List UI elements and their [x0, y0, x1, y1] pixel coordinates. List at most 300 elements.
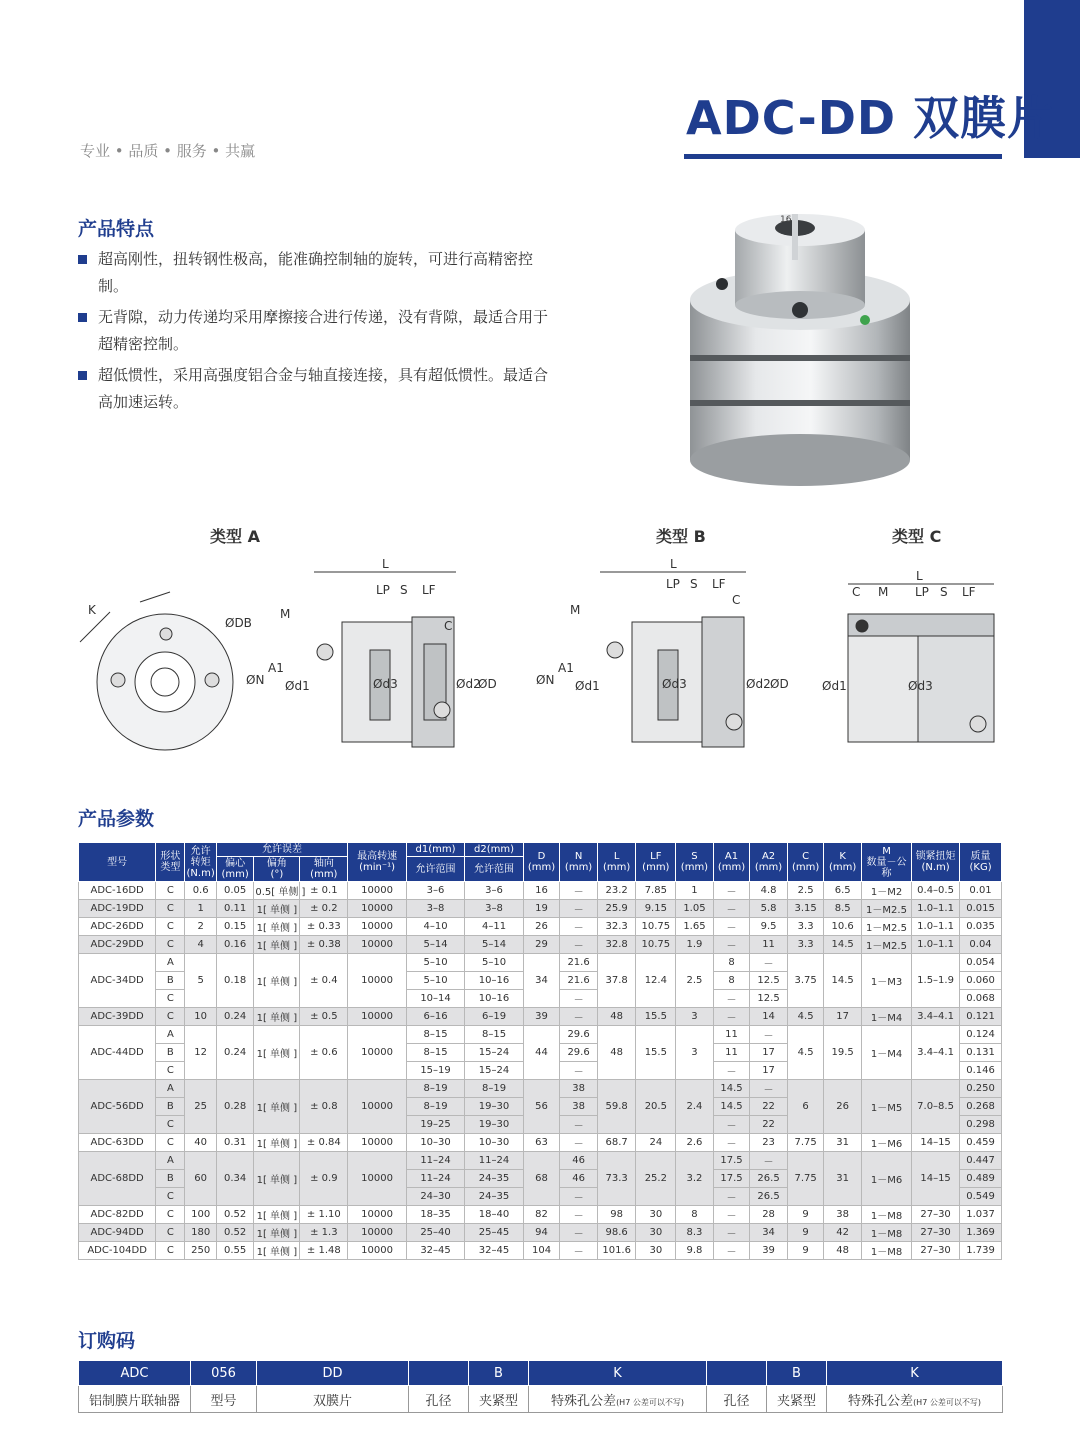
th-d2-range: 允许范围	[465, 857, 523, 882]
cell-model: ADC-104DD	[79, 1242, 156, 1260]
dim-lp-a: LP	[376, 583, 390, 597]
th-A1-1: A1	[724, 851, 739, 862]
cell-d2: 15–24	[465, 1044, 523, 1062]
coupling-photo	[680, 200, 920, 490]
cell-mass: 1.037	[960, 1206, 1002, 1224]
cell-mass: 0.489	[960, 1170, 1002, 1188]
cell-S: 3.2	[676, 1152, 714, 1206]
cell-angle: 1[ 单侧 ]	[254, 1152, 300, 1206]
cell-type: C	[156, 1224, 185, 1242]
cell-d1: 8–19	[406, 1098, 464, 1116]
cell-mass: 0.268	[960, 1098, 1002, 1116]
cell-ecc: 0.52	[216, 1206, 254, 1224]
th-D-1: D	[537, 851, 546, 862]
th-torque	[185, 843, 216, 882]
cell-axial: ± 1.48	[300, 1242, 348, 1260]
cell-d1: 24–30	[406, 1188, 464, 1206]
cell-K: 31	[824, 1152, 862, 1206]
cell-N: －	[560, 990, 598, 1008]
cell-A1: －	[713, 900, 750, 918]
dim-d-b: ØD	[770, 677, 789, 691]
cell-mass: 0.250	[960, 1080, 1002, 1098]
cell-lock: 27–30	[912, 1206, 960, 1224]
cell-angle: 1[ 单侧 ]	[254, 918, 300, 936]
dim-lp-c: LP	[915, 585, 929, 599]
cell-d1: 4–10	[406, 918, 464, 936]
th-LF-1: LF	[650, 851, 662, 862]
dim-k: K	[88, 603, 96, 617]
cell-speed: 10000	[348, 936, 406, 954]
th-ecc-2: (mm)	[221, 869, 249, 880]
th-mass	[960, 843, 1002, 882]
cell-axial: ± 0.1	[300, 882, 348, 900]
th-mass-2: (KG)	[969, 862, 992, 873]
cell-K: 19.5	[824, 1026, 862, 1080]
order-label-cell	[827, 1386, 1003, 1413]
type-c-label: 类型 C	[892, 527, 942, 546]
cell-A1: －	[713, 1242, 750, 1260]
cell-d2: 8–19	[465, 1080, 523, 1098]
cell-mass: 0.068	[960, 990, 1002, 1008]
cell-A1: 8	[713, 972, 750, 990]
cell-angle: 1[ 单侧 ]	[254, 900, 300, 918]
cell-type: C	[156, 918, 185, 936]
cell-model: ADC-19DD	[79, 900, 156, 918]
cell-mass: 0.121	[960, 1008, 1002, 1026]
cell-d2: 11–24	[465, 1152, 523, 1170]
cell-axial: ± 0.5	[300, 1008, 348, 1026]
cell-C: 9	[787, 1242, 824, 1260]
cell-model: ADC-82DD	[79, 1206, 156, 1224]
cell-d1: 8–15	[406, 1044, 464, 1062]
th-lock	[912, 843, 960, 882]
th-A1	[713, 843, 750, 882]
cell-N: 46	[560, 1170, 598, 1188]
cell-d2: 8–15	[465, 1026, 523, 1044]
dim-lp-b: LP	[666, 577, 680, 591]
cell-speed: 10000	[348, 900, 406, 918]
type-a-label: 类型 A	[210, 527, 260, 546]
cell-LF: 15.5	[636, 1008, 676, 1026]
cell-ecc: 0.18	[216, 954, 254, 1008]
cell-mass: 1.369	[960, 1224, 1002, 1242]
cell-N: 38	[560, 1098, 598, 1116]
dim-d3-b: Ød3	[662, 677, 687, 691]
cell-model: ADC-68DD	[79, 1152, 156, 1206]
cell-mass: 0.131	[960, 1044, 1002, 1062]
dim-db: ØDB	[225, 616, 252, 630]
order-label-text: 夹紧型	[478, 1393, 518, 1409]
cell-d1: 3–8	[406, 900, 464, 918]
cell-lock: 1.5–1.9	[912, 954, 960, 1008]
order-code-cell: K	[827, 1361, 1003, 1386]
th-N	[560, 843, 598, 882]
cell-N: 21.6	[560, 954, 598, 972]
cell-M: 1－M8	[861, 1242, 911, 1260]
cell-M: 1－M6	[861, 1152, 911, 1206]
cell-axial: ± 0.38	[300, 936, 348, 954]
cell-LF: 10.75	[636, 918, 676, 936]
cell-d2: 18–40	[465, 1206, 523, 1224]
cell-M: 1－M2.5	[861, 900, 911, 918]
order-code-cell: 056	[191, 1361, 257, 1386]
cell-A2: 39	[750, 1242, 788, 1260]
order-code-cell: K	[529, 1361, 707, 1386]
cell-lock: 1.0–1.1	[912, 918, 960, 936]
cell-mass: 0.035	[960, 918, 1002, 936]
dim-a1-b: A1	[558, 661, 574, 675]
cell-d1: 8–15	[406, 1026, 464, 1044]
th-S-2: (mm)	[680, 862, 709, 873]
cell-D: 44	[523, 1026, 560, 1080]
cell-mass: 0.054	[960, 954, 1002, 972]
cell-mass: 1.739	[960, 1242, 1002, 1260]
cell-d2: 3–8	[465, 900, 523, 918]
cell-N: －	[560, 1008, 598, 1026]
cell-L: 98.6	[597, 1224, 636, 1242]
cell-N: 29.6	[560, 1026, 598, 1044]
th-shape-1: 形状	[160, 851, 181, 862]
cell-LF: 12.4	[636, 954, 676, 1008]
th-C-1: C	[802, 851, 810, 862]
cell-ecc: 0.11	[216, 900, 254, 918]
dim-l-a: L	[382, 557, 389, 571]
cell-L: 73.3	[597, 1152, 636, 1206]
cell-lock: 14–15	[912, 1134, 960, 1152]
cell-S: 2.6	[676, 1134, 714, 1152]
cell-C: 4.5	[787, 1026, 824, 1080]
cell-D: 34	[523, 954, 560, 1008]
cell-N: 29.6	[560, 1044, 598, 1062]
cell-D: 63	[523, 1134, 560, 1152]
cell-speed: 10000	[348, 1008, 406, 1026]
th-angle	[254, 857, 300, 882]
order-label-cell	[257, 1386, 409, 1413]
cell-ecc: 0.31	[216, 1134, 254, 1152]
order-code-cell	[409, 1361, 469, 1386]
th-d1-range: 允许范围	[406, 857, 464, 882]
th-ecc-1: 偏心	[225, 858, 246, 869]
cell-A1: 11	[713, 1044, 750, 1062]
cell-lock: 3.4–4.1	[912, 1026, 960, 1080]
cell-model: ADC-56DD	[79, 1080, 156, 1134]
cell-angle: 1[ 单侧 ]	[254, 1242, 300, 1260]
cell-S: 1	[676, 882, 714, 900]
order-code-cell: DD	[257, 1361, 409, 1386]
cell-angle: 1[ 单侧 ]	[254, 936, 300, 954]
cell-D: 19	[523, 900, 560, 918]
table-row	[79, 1152, 1002, 1170]
cell-model: ADC-16DD	[79, 882, 156, 900]
th-lock-1: 锁紧扭矩	[915, 851, 956, 862]
cell-A1: 17.5	[713, 1170, 750, 1188]
front-view-a	[80, 592, 252, 750]
cell-S: 2.4	[676, 1080, 714, 1134]
cell-speed: 10000	[348, 1080, 406, 1134]
cell-torque: 10	[185, 1008, 216, 1026]
th-C	[787, 843, 824, 882]
cell-lock: 7.0–8.5	[912, 1080, 960, 1134]
cell-type: B	[156, 1098, 185, 1116]
dim-d1-a: Ød1	[285, 679, 310, 693]
cell-A1: －	[713, 918, 750, 936]
dim-n-b: ØN	[536, 673, 555, 687]
cell-angle: 1[ 单侧 ]	[254, 1026, 300, 1080]
cell-A2: 34	[750, 1224, 788, 1242]
cell-K: 42	[824, 1224, 862, 1242]
dim-s-c: S	[940, 585, 948, 599]
cell-A1: 17.5	[713, 1152, 750, 1170]
order-label-text: 孔径	[425, 1393, 452, 1409]
bullet-square-icon	[78, 313, 87, 322]
cell-d2: 24–35	[465, 1188, 523, 1206]
cell-L: 25.9	[597, 900, 636, 918]
cell-K: 8.5	[824, 900, 862, 918]
th-d2: d2(mm)	[465, 843, 523, 857]
cell-type: B	[156, 972, 185, 990]
cell-A1: －	[713, 882, 750, 900]
cell-speed: 10000	[348, 1134, 406, 1152]
cell-d2: 10–30	[465, 1134, 523, 1152]
th-C-2: (mm)	[791, 862, 820, 873]
cell-ecc: 0.24	[216, 1008, 254, 1026]
cell-torque: 2	[185, 918, 216, 936]
table-row	[79, 1224, 1002, 1242]
order-label-text: 双膜片	[312, 1393, 352, 1409]
cell-D: 29	[523, 936, 560, 954]
dim-d-a: ØD	[478, 677, 497, 691]
th-D-2: (mm)	[527, 862, 556, 873]
dim-d2-b: Ød2	[746, 677, 771, 691]
cell-model: ADC-29DD	[79, 936, 156, 954]
cell-ecc: 0.15	[216, 918, 254, 936]
cell-ecc: 0.24	[216, 1026, 254, 1080]
cell-M: 1－M4	[861, 1008, 911, 1026]
cell-d1: 6–16	[406, 1008, 464, 1026]
cell-D: 56	[523, 1080, 560, 1134]
dim-d2-a: Ød2	[456, 677, 481, 691]
th-D	[523, 843, 560, 882]
cell-S: 3	[676, 1008, 714, 1026]
cell-axial: ± 1.10	[300, 1206, 348, 1224]
dim-c-c: C	[852, 585, 861, 599]
order-code-table	[78, 1360, 1003, 1413]
cell-lock: 1.0–1.1	[912, 936, 960, 954]
cell-type: C	[156, 936, 185, 954]
th-S-1: S	[691, 851, 698, 862]
cell-A1: －	[713, 1062, 750, 1080]
cell-speed: 10000	[348, 954, 406, 1008]
cell-LF: 10.75	[636, 936, 676, 954]
cell-type: A	[156, 954, 185, 972]
cell-K: 6.5	[824, 882, 862, 900]
cell-N: －	[560, 1224, 598, 1242]
cell-speed: 10000	[348, 1242, 406, 1260]
cell-axial: ± 0.9	[300, 1152, 348, 1206]
cell-ecc: 0.28	[216, 1080, 254, 1134]
cell-S: 1.65	[676, 918, 714, 936]
cell-A1: 8	[713, 954, 750, 972]
cell-torque: 100	[185, 1206, 216, 1224]
cell-M: 1－M2.5	[861, 936, 911, 954]
cell-L: 32.8	[597, 936, 636, 954]
th-LF	[636, 843, 676, 882]
cell-d2: 4–11	[465, 918, 523, 936]
cell-S: 2.5	[676, 954, 714, 1008]
spec-heading: 产品参数	[78, 808, 155, 830]
cell-A1: －	[713, 1206, 750, 1224]
cell-mass: 0.060	[960, 972, 1002, 990]
cell-speed: 10000	[348, 1224, 406, 1242]
cell-K: 14.5	[824, 936, 862, 954]
table-row	[79, 900, 1002, 918]
cell-torque: 25	[185, 1080, 216, 1134]
cell-A1: －	[713, 1008, 750, 1026]
cell-C: 3.15	[787, 900, 824, 918]
cell-d2: 5–14	[465, 936, 523, 954]
cell-N: 46	[560, 1152, 598, 1170]
cell-torque: 40	[185, 1134, 216, 1152]
cell-M: 1－M3	[861, 954, 911, 1008]
cell-type: C	[156, 1242, 185, 1260]
feature-text: 无背隙，动力传递均采用摩擦接合进行传递，没有背隙，最适合用于超精密控制。	[98, 308, 549, 353]
th-N-1: N	[574, 851, 583, 862]
th-d1: d1(mm)	[406, 843, 464, 857]
th-L-2: (mm)	[603, 862, 631, 873]
th-M	[861, 843, 911, 882]
cell-axial: ± 0.84	[300, 1134, 348, 1152]
cell-type: C	[156, 1134, 185, 1152]
table-row	[79, 918, 1002, 936]
cell-A2: 5.8	[750, 900, 788, 918]
cell-ecc: 0.05	[216, 882, 254, 900]
cell-angle: 1[ 单侧 ]	[254, 1008, 300, 1026]
cell-D: 68	[523, 1152, 560, 1206]
order-code-cell	[707, 1361, 767, 1386]
cell-A2: 26.5	[750, 1170, 788, 1188]
cell-d1: 18–35	[406, 1206, 464, 1224]
order-label-cell	[767, 1386, 827, 1413]
cell-N: －	[560, 900, 598, 918]
cell-A1: －	[713, 1224, 750, 1242]
table-row	[79, 936, 1002, 954]
cell-LF: 30	[636, 1224, 676, 1242]
cell-M: 1－M4	[861, 1026, 911, 1080]
cell-mass: 0.015	[960, 900, 1002, 918]
cell-A1: －	[713, 1116, 750, 1134]
cell-lock: 0.4–0.5	[912, 882, 960, 900]
cell-S: 1.9	[676, 936, 714, 954]
cell-K: 38	[824, 1206, 862, 1224]
cell-A2: －	[750, 954, 788, 972]
cell-D: 16	[523, 882, 560, 900]
cell-lock: 3.4–4.1	[912, 1008, 960, 1026]
cell-type: A	[156, 1026, 185, 1044]
cell-torque: 12	[185, 1026, 216, 1080]
order-label-cell	[469, 1386, 529, 1413]
feature-text: 超高刚性，扭转钢性极高，能准确控制轴的旋转，可进行高精密控制。	[98, 250, 534, 295]
dim-a1-a: A1	[268, 661, 284, 675]
cell-A2: 22	[750, 1116, 788, 1134]
cell-N: 21.6	[560, 972, 598, 990]
cell-A2: 26.5	[750, 1188, 788, 1206]
th-shape	[156, 843, 185, 882]
cell-N: －	[560, 1188, 598, 1206]
cell-speed: 10000	[348, 1206, 406, 1224]
cell-model: ADC-44DD	[79, 1026, 156, 1080]
cell-angle: 1[ 单侧 ]	[254, 1206, 300, 1224]
th-A2-1: A2	[761, 851, 776, 862]
cell-torque: 0.6	[185, 882, 216, 900]
cell-K: 26	[824, 1080, 862, 1134]
cell-A1: 11	[713, 1026, 750, 1044]
order-code-cell: B	[767, 1361, 827, 1386]
dim-l-b: L	[670, 557, 677, 571]
cell-C: 2.5	[787, 882, 824, 900]
dim-s-a: S	[400, 583, 408, 597]
cell-L: 68.7	[597, 1134, 636, 1152]
side-view-b	[536, 557, 789, 747]
cell-d2: 3–6	[465, 882, 523, 900]
cell-d2: 24–35	[465, 1170, 523, 1188]
th-LF-2: (mm)	[642, 862, 670, 873]
cell-speed: 10000	[348, 1026, 406, 1080]
cell-D: 104	[523, 1242, 560, 1260]
cell-type: C	[156, 882, 185, 900]
cell-angle: 1[ 单侧 ]	[254, 1134, 300, 1152]
cell-A2: 12.5	[750, 972, 788, 990]
cell-L: 23.2	[597, 882, 636, 900]
cell-angle: 1[ 单侧 ]	[254, 1080, 300, 1134]
th-shape-2: 类型	[160, 862, 181, 873]
cell-K: 10.6	[824, 918, 862, 936]
th-torque-1: 允许	[190, 845, 211, 857]
cell-N: －	[560, 936, 598, 954]
order-label-text: 型号	[210, 1393, 237, 1409]
cell-A1: －	[713, 1188, 750, 1206]
cell-lock: 1.0–1.1	[912, 900, 960, 918]
dim-m-a: M	[280, 607, 291, 621]
cell-K: 14.5	[824, 954, 862, 1008]
cell-A2: －	[750, 1152, 788, 1170]
feature-item	[78, 362, 548, 416]
th-axial-1: 轴向	[313, 858, 334, 869]
cell-C: 3.75	[787, 954, 824, 1008]
cell-A2: 23	[750, 1134, 788, 1152]
th-model: 型号	[79, 843, 156, 882]
cell-d2: 19–30	[465, 1098, 523, 1116]
cell-L: 98	[597, 1206, 636, 1224]
cell-M: 1－M2.5	[861, 918, 911, 936]
dim-lf-b: LF	[712, 577, 726, 591]
th-M-1: M	[882, 845, 891, 857]
cell-mass: 0.459	[960, 1134, 1002, 1152]
cell-speed: 10000	[348, 1152, 406, 1206]
th-axial-2: (mm)	[310, 869, 338, 880]
page-title: ADC-DD 双膜片	[686, 91, 1055, 145]
cell-axial: ± 0.4	[300, 954, 348, 1008]
order-label-text: 特殊孔公差	[551, 1393, 617, 1409]
cell-A2: 12.5	[750, 990, 788, 1008]
side-view-c	[822, 569, 994, 742]
cell-angle: 1[ 单侧 ]	[254, 954, 300, 1008]
cell-type: C	[156, 900, 185, 918]
cell-mass: 0.146	[960, 1062, 1002, 1080]
cell-A2: －	[750, 1080, 788, 1098]
cell-type: C	[156, 1062, 185, 1080]
cell-C: 4.5	[787, 1008, 824, 1026]
th-mass-1: 质量	[970, 851, 991, 862]
